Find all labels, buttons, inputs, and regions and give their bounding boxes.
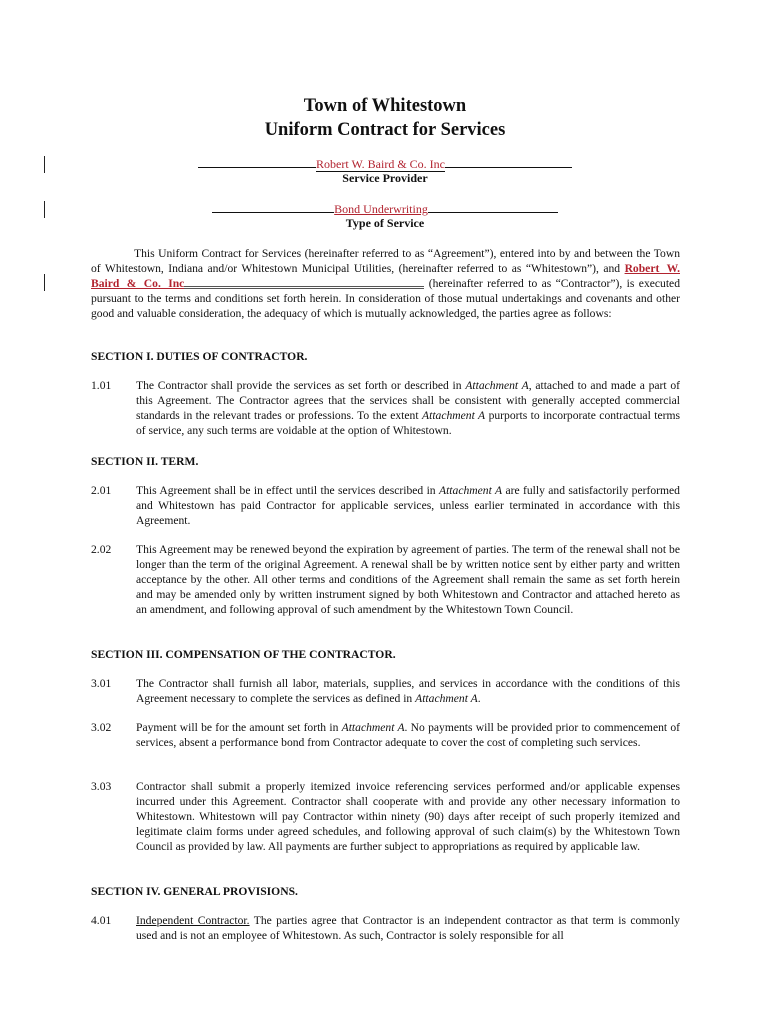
- service-caption: Type of Service: [345, 216, 425, 230]
- clause-text: The Contractor shall furnish all labor, materials, supplies, and services in accordance with the conditions of this Agreement necessary to complete the services as defined in: [136, 677, 680, 706]
- clause-text: The parties agree that Contractor is an independent contractor as that term is commonly used and is not an employee of Whitestown. As such, Contractor is solely responsible for all: [136, 914, 680, 943]
- attachment-ref: Attachment A: [341, 721, 405, 734]
- attachment-ref: Attachment A: [415, 692, 478, 706]
- blank-line: [445, 156, 572, 168]
- section-4-heading: SECTION IV. GENERAL PROVISIONS.: [91, 885, 298, 898]
- clause-number: 3.03: [91, 780, 112, 793]
- section-3-heading: SECTION III. COMPENSATION OF THE CONTRACTOR.: [91, 648, 396, 661]
- provider-name: Robert W. Baird & Co. Inc: [316, 157, 445, 171]
- clause-text: Contractor shall submit a properly itemized invoice referencing services performed and/or applicable expenses incurred under this Agreement. Contractor shall cooperate with and provide any other necessary information to Whitestown. Whitestown will pay Contractor within ninety (90) days after receipt of such properly itemized and legitimate claim forms under agreed schedules, and following approval of such claim(s) by the Whitestown Town Council as provided by law. All payments are further subject to appropriations as required by applicable law.: [136, 780, 680, 854]
- intro-text-1: This Uniform Contract for Services (hereinafter referred to as “Agreement”), entered into by and between the Town of Whitestown, Indiana and/or Whitestown Municipal Utilities, (hereinafter referred to as “Whitestown”), and: [91, 247, 680, 276]
- intro-contractor-name: Robert W. Baird & Co. Inc: [91, 262, 680, 291]
- clause-text: , attached to and made a part of this Agreement. The Contractor agrees that the services shall be consistent with generally accepted commercial standards in the relevant trades or professions. To the extent: [136, 379, 681, 423]
- provider-fill-line: [0, 156, 770, 172]
- clause-3-01: [91, 676, 680, 706]
- clause-number: 2.01: [91, 484, 112, 497]
- clause-number: 3.01: [91, 677, 112, 690]
- blank-line: [212, 201, 334, 213]
- section-2-heading: SECTION II. TERM.: [91, 455, 199, 468]
- clause-3-03: [91, 779, 680, 854]
- provider-caption: Service Provider: [342, 171, 428, 185]
- service-type: Bond Underwriting: [334, 202, 428, 216]
- clause-text: . No payments will be provided prior to commencement of services, absent a performance bond from Contractor adequate to cover the cost of completing such services.: [136, 721, 681, 750]
- document-title-line2: Uniform Contract for Services: [264, 120, 506, 140]
- clause-text: This Agreement may be renewed beyond the expiration by agreement of parties. The term of the renewal shall not be longer than the term of the original Agreement. A renewal shall be by written notice sent by either party and written acceptance by the other. All other terms and conditions of the Agreement shall remain the same as set forth herein and may be amended only by written instrument signed by both Whitestown and Contractor and attached hereto as an amendment, and following approval of such amendment by the Whitestown Town Council.: [136, 543, 680, 617]
- intro-paragraph: [91, 246, 680, 321]
- clause-number: 2.02: [91, 543, 112, 556]
- clause-text: .: [477, 692, 481, 706]
- clause-number: 1.01: [91, 379, 112, 392]
- clause-2-01: [91, 483, 680, 528]
- section-1-heading: SECTION I. DUTIES OF CONTRACTOR.: [91, 350, 308, 363]
- attachment-ref: Attachment A: [422, 409, 486, 423]
- intro-text-2: (hereinafter referred to as “Contractor”), is executed pursuant to the terms and conditions set forth herein. In consideration of those mutual undertakings and covenants and other good and valuable consideration, the adequacy of which is mutually acknowledged, the parties agree as follows:: [91, 277, 680, 321]
- attachment-ref: Attachment A: [465, 379, 529, 392]
- clause-text: The Contractor shall provide the services as set forth or described in: [136, 379, 462, 392]
- clause-text: purports to incorporate contractual terms of service, any such terms are voidable at the option of Whitestown.: [136, 409, 680, 438]
- clause-text: This Agreement shall be in effect until the services described in: [136, 484, 436, 497]
- revision-bar: [44, 274, 45, 291]
- service-fill-line: [0, 201, 770, 217]
- clause-text: are fully and satisfactorily performed and Whitestown has paid Contractor for applicable services, unless earlier terminated in accordance with this Agreement.: [136, 484, 680, 528]
- clause-4-01: [91, 913, 680, 943]
- blank-line: [198, 156, 316, 168]
- blank-line: [428, 201, 558, 213]
- clause-number: 4.01: [91, 914, 112, 927]
- document-title-line1: Town of Whitestown: [303, 96, 467, 116]
- strikethrough-line: [184, 280, 424, 289]
- clause-3-02: [91, 720, 680, 750]
- clause-1-01: [91, 378, 680, 438]
- clause-title: Independent Contractor.: [136, 914, 250, 927]
- clause-text: Payment will be for the amount set forth in: [136, 721, 339, 734]
- clause-2-02: [91, 542, 680, 617]
- attachment-ref: Attachment A: [439, 484, 503, 497]
- clause-number: 3.02: [91, 721, 112, 734]
